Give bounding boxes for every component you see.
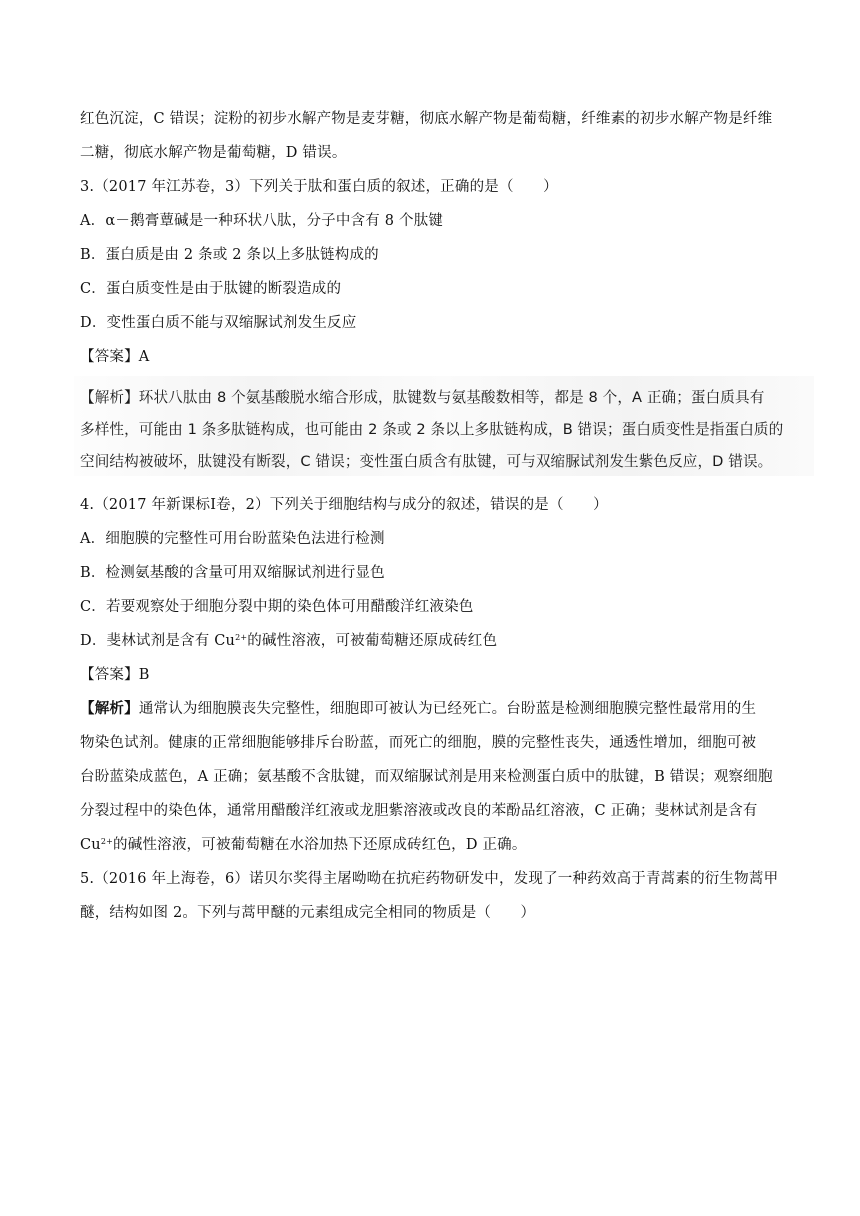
question-3-analysis-image [74, 376, 814, 476]
question-4-analysis-line-2: 物染色试剂。健康的正常细胞能够排斥台盼蓝，而死亡的细胞，膜的完整性丧失，通透性增加，细胞可被 [80, 735, 757, 751]
question-4-stem: 4.（2017 年新课标Ⅰ卷，2）下列关于细胞结构与成分的叙述，错误的是（ ） [80, 497, 608, 513]
question-3-option-b: B．蛋白质是由 2 条或 2 条以上多肽链构成的 [80, 247, 379, 263]
question-4-answer: 【答案】B [80, 667, 150, 683]
question-4-analysis-line-1 [80, 699, 820, 719]
question-5-stem-line-2: 醚，结构如图 2。下列与蒿甲醚的元素组成完全相同的物质是（ ） [80, 905, 536, 921]
analysis-label: 【解析】 [80, 700, 139, 717]
question-4-analysis-line-5 [80, 835, 820, 855]
question-3-option-c: C．蛋白质变性是由于肽键的断裂造成的 [80, 281, 342, 297]
question-3-option-d: D．变性蛋白质不能与双缩脲试剂发生反应 [80, 315, 357, 331]
analysis-last-text: 的碱性溶液，可被葡萄糖在水浴加热下还原成砖红色，D 正确。 [113, 837, 527, 853]
question-4-option-a: A．细胞膜的完整性可用台盼蓝染色法进行检测 [80, 531, 385, 547]
question-3-analysis-line-2: 多样性，可能由 1 条多肽链构成，也可能由 2 条或 2 条以上多肽链构成，B 错误；蛋白质变性是指蛋白质的 [80, 421, 784, 438]
question-3-option-a: A．α－鹅膏蕈碱是一种环状八肽，分子中含有 8 个肽键 [80, 213, 444, 229]
question-4-option-c: C．若要观察处于细胞分裂中期的染色体可用醋酸洋红液染色 [80, 599, 474, 615]
question-4-analysis-line-4: 分裂过程中的染色体，通常用醋酸洋红液或龙胆紫溶液或改良的苯酚品红溶液，C 正确；斐林试剂是含有 [80, 803, 758, 819]
question-4-option-d-rest: 的碱性溶液，可被葡萄糖还原成砖红色 [247, 633, 498, 649]
question-3-analysis-line-1: 【解析】环状八肽由 8 个氨基酸脱水缩合形成，肽键数与氨基酸数相等，都是 8 个，A 正确；蛋白质具有 [80, 389, 765, 406]
copper-ion-charge: 2+ [235, 633, 248, 642]
intro-line-2: 二糖，彻底水解产物是葡萄糖，D 错误。 [80, 145, 347, 161]
question-3-stem: 3.（2017 年江苏卷，3）下列关于肽和蛋白质的叙述，正确的是（ ） [80, 179, 558, 195]
question-3-answer: 【答案】A [80, 349, 150, 365]
question-3-analysis-line-3: 空间结构被破坏，肽键没有断裂，C 错误；变性蛋白质含有肽键，可与双缩脲试剂发生紫色反应，D 错误。 [80, 453, 773, 470]
analysis-copper: Cu [80, 837, 101, 853]
question-4-option-b: B．检测氨基酸的含量可用双缩脲试剂进行显色 [80, 565, 385, 581]
analysis-text: 通常认为细胞膜丧失完整性，细胞即可被认为已经死亡。台盼蓝是检测细胞膜完整性最常用的生 [138, 701, 757, 717]
question-5-stem-line-1: 5.（2016 年上海卷，6）诺贝尔奖得主屠呦呦在抗疟药物研发中，发现了一种药效高于青蒿素的衍生物蒿甲 [80, 871, 779, 887]
question-4-analysis-line-3: 台盼蓝染成蓝色，A 正确；氨基酸不含肽键，而双缩脲试剂是用来检测蛋白质中的肽键，B 错误；观察细胞 [80, 769, 773, 785]
copper-ion-charge-analysis: 2+ [100, 837, 114, 846]
question-4-option-d [80, 631, 820, 651]
question-4-option-d-text: D．斐林试剂是含有 Cu [80, 633, 236, 649]
intro-line-1: 红色沉淀，C 错误；淀粉的初步水解产物是麦芽糖，彻底水解产物是葡萄糖，纤维素的初步水解产物是纤维 [80, 111, 773, 127]
